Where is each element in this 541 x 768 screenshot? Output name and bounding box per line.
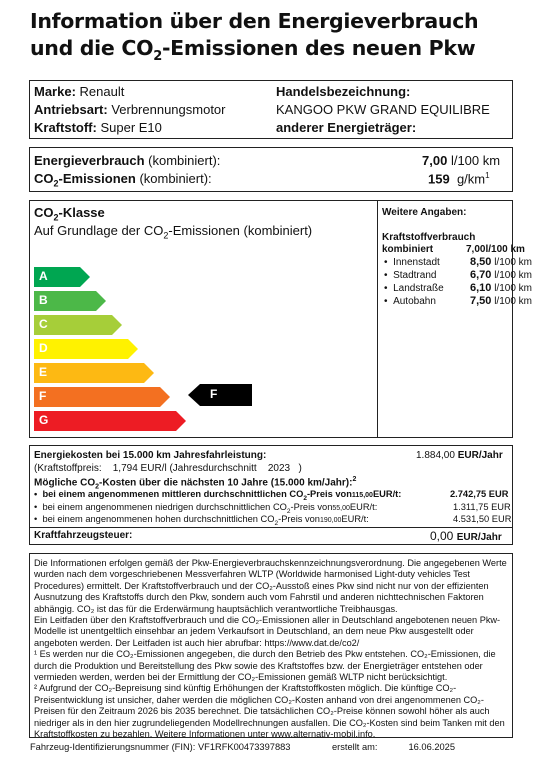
weitere-row-value: 7,50 [470,295,492,307]
weitere-row-label: Landstraße [393,283,444,294]
kraftstoff-row [34,120,162,135]
bullet: • [34,514,38,524]
current-class-letter: F [210,387,218,401]
cost-row-unit: EUR [488,489,509,499]
co2-label-pre: CO [34,171,54,186]
co2-row [34,171,212,189]
title-line2-pre: und die CO [30,36,154,60]
co2-class-heading-pre: CO [34,205,54,220]
moeglich-pre: Mögliche CO [34,477,96,489]
weitere-row-label: Innenstadt [393,257,440,268]
bullet: • [384,283,388,294]
co2-label-sub: 2 [53,178,59,189]
weitere-row-unit: l/100 km [494,283,532,294]
co2-cost-row [34,502,377,515]
weitere-row-unit: l/100 km [494,257,532,268]
co2-unit: g/km [456,171,486,187]
cost-row-unit: EUR [491,501,511,512]
co2-class-bar-a [34,267,90,287]
kombiniert-value-row [466,244,525,255]
cost-row-price: 190,00 [319,517,342,524]
co2-class-heading-post: -Klasse [58,205,105,220]
handel-value: KANGOO PKW GRAND EQUILIBRE [276,102,490,117]
co2-class-bar-d [34,339,138,359]
cost-row-value: 4.531,50 [453,514,490,524]
co2-suffix: (kombiniert): [139,171,212,186]
co2-class-subheading [34,223,312,241]
page-title [30,8,520,70]
weitere-row-unit: l/100 km [494,296,532,307]
co2-unit-sup: 1 [485,171,490,180]
cost-row-text: bei einem angenommenen mittleren durchschnittlichen CO [42,489,304,499]
kombiniert-value: 7,00 [466,244,486,255]
co2-class-letter: C [39,317,48,331]
anderer-label: anderer Energieträger: [276,120,417,135]
moeglich-post: -Kosten über die nächsten 10 Jahre (15.000 km/Jahr): [99,477,353,489]
title-line-2 [30,35,520,70]
steuer-unit: EUR/Jahr [456,532,502,543]
energie-suffix: (kombiniert): [148,153,221,168]
moeglich-sub: 2 [95,483,100,491]
weitere-heading: Weitere Angaben: [382,207,467,218]
note-paragraph-1: Die Informationen erfolgen gemäß der Pkw-Energieverbrauchskennzeichnungsverordnung. Die angegebenen Werte wurden nach dem vorgeschriebenen Messverfahren WLTP (Worldwide harmonised Light-duty vehicles Test Procedures) ermittelt. Der Kraftstoffverbrauch und der CO₂-Ausstoß eines Pkw sind nicht nur von der effizienten Ausnutzung des Kraftstoffs durch den Pkw, sondern auch vom Fahrstil und anderen nichttechnischen Faktoren abhängig. CO₂ ist das für die Erderwärmung hauptsächlich verantwortliche Treibhausgas. [34,558,507,614]
energie-row [34,153,220,168]
energiekosten-value: 1.884,00 [416,450,455,461]
weitere-row-value: 8,50 [470,256,492,268]
cost-row-sub: 2 [303,494,307,502]
energie-label: Energieverbrauch [34,153,145,168]
notes-text [34,558,510,741]
kraftstoffpreis-label: (Kraftstoffpreis: [34,463,102,474]
weitere-row [384,283,444,294]
co2-class-letter: G [39,413,49,427]
divider [377,201,378,437]
co2-class-letter: E [39,365,48,379]
antrieb-row [34,102,226,117]
weitere-row-value-cell [470,282,532,294]
notes-box [29,553,513,738]
cost-row-price: 115,00 [351,492,373,499]
costs-box [29,445,513,545]
energie-value: 7,00 [422,153,448,168]
co2-class-letter: B [39,293,48,307]
co2-class-box [29,200,532,438]
steuer-value: 0,00 [430,529,454,543]
cost-row-text-post: -Preis von [278,514,320,524]
cost-row-value: 2.742,75 [450,489,487,499]
energiekosten-unit: EUR/Jahr [457,450,503,461]
fin-value: VF1RFK00473397883 [197,742,291,752]
title-line-1: Information über den Energieverbrauch [30,9,479,33]
kraftstoffpreis-value: 1,794 EUR/l (Jahresdurchschnitt [112,463,257,474]
steuer-value-row [430,529,502,543]
kraftstoff-label: Kraftstoff: [34,120,97,135]
consumption-box [29,147,513,192]
cost-row-per: EUR/t: [372,489,402,499]
erstellt-value: 16.06.2025 [408,742,455,752]
weitere-row-label: Stadtrand [393,270,437,281]
co2-label-post: -Emissionen [58,171,136,186]
co2-class-sub-pre: Auf Grundlage der CO [34,223,164,238]
erstellt-row [332,742,455,752]
co2-cost-row [34,514,369,527]
kraftstoffpreis-row [34,463,302,474]
cost-row-unit: EUR [491,514,512,524]
kombiniert-label: kombiniert [382,244,434,255]
note-paragraph-4: ² Aufgrund der CO₂-Bepreisung sind künftig Erhöhungen der Kraftstoffkosten möglich. Die künftige CO₂-Preisentwicklung ist unsicher, daher werden die möglichen CO₂-Kosten anhand von drei angenommenen CO₂-Preisen für den Zeitraum 2026 bis 2035 berechnet. Die tatsächlichen CO₂-Preise können sowohl höher als auch niedriger als in den hier zugrundeliegenden Modellrechnungen ausfallen. Die CO₂-Kosten sind beim Tanken mit den Kraftstoffkosten zu bezahlen. Weitere Informationen unter www.alternativ-mobil.info. [34,683,505,740]
marke-label: Marke: [34,84,76,99]
cost-row-price: 55,00 [332,504,350,512]
kraftstoffpreis-close: ) [298,463,302,474]
co2-class-bar-c [34,315,122,335]
cost-row-text-post: -Preis von [290,501,333,512]
kraftstoff-value: Super E10 [100,120,162,135]
bullet: • [384,257,388,268]
cost-row-sub: 2 [286,507,291,515]
cost-row-text: bei einem angenommenen niedrigen durchschnittlichen CO [42,501,287,512]
marke-value: Renault [79,84,125,99]
co2-class-sub-post: -Emissionen (kombiniert) [168,223,313,238]
current-class-arrow [188,384,252,406]
cost-row-sub: 2 [274,519,279,527]
kraftstoffpreis-year: 2023 [267,463,291,474]
weitere-row-value-cell [470,269,532,281]
co2-cost-value-cell [453,502,511,512]
antrieb-label: Antriebsart: [34,102,108,117]
kombiniert-unit: l/100 km [485,244,525,255]
steuer-label: Kraftfahrzeugsteuer: [34,530,133,541]
co2-class-sub-sub: 2 [163,230,169,241]
cost-row-text-post: -Preis von [306,489,352,499]
co2-class-heading-sub: 2 [53,212,59,223]
co2-class-bar-g [34,411,186,431]
co2-class-letter: A [39,269,48,283]
note-paragraph-2: Ein Leitfaden über den Kraftstoffverbrauch und die CO₂-Emissionen aller in Deutschland angebotenen neuen Pkw-Modelle ist unentgeltlich einsehbar an jedem Verkaufsort in Deutschland, an dem neue Pkw ausgestellt oder angeboten werden. Der Leitfaden ist auch hier abrufbar: https://www.dat.de/co2/ [34,615,501,648]
energie-value-row [422,153,500,168]
bullet: • [34,489,38,499]
cost-row-per: EUR/t: [341,514,369,524]
co2-value: 159 [428,171,450,187]
cost-row-value: 1.311,75 [453,501,489,512]
current-class-indicator [188,384,252,406]
handel-label: Handelsbezeichnung: [276,84,411,99]
weitere-row-value-cell [470,256,532,268]
co2-class-bar-b [34,291,106,311]
fin-row [30,742,290,752]
bullet: • [384,270,388,281]
energie-unit: l/100 km [450,153,501,168]
weitere-row [384,270,436,281]
bullet: • [34,501,38,512]
note-paragraph-3: ¹ Es werden nur die CO₂-Emissionen angegeben, die durch den Betrieb des Pkw entstehen. CO₂-Emissionen, die durch die Produktion und Bereitstellung des Pkw sowie des Kraftstoffes bzw. der Energieträger entstehen oder vermieden werden, werden bei der Ermittlung der CO₂-Emissionen gemäß WLTP nicht berücksichtigt. [34,649,496,683]
weitere-row-value: 6,10 [470,282,492,294]
co2-class-letter: D [39,341,48,355]
vehicle-info-box [29,80,513,139]
antrieb-value: Verbrennungsmotor [111,102,226,117]
moeglich-sup: 2 [352,476,357,483]
cost-row-per: EUR/t: [349,501,378,512]
kraftstoffverbrauch-label: Kraftstoffverbrauch [382,232,476,243]
cost-row-text: bei einem angenommenen hohen durchschnittlichen CO [42,514,275,524]
weitere-row-value-cell [470,295,532,307]
title-line2-sub: 2 [153,49,162,65]
co2-class-letter: F [39,389,47,403]
co2-cost-row [34,489,401,502]
weitere-row [384,296,436,307]
bullet: • [384,296,388,307]
co2-cost-value-cell [453,514,511,524]
energiekosten-label: Energiekosten bei 15.000 km Jahresfahrleistung: [34,450,267,461]
fin-label: Fahrzeug-Identifizierungsnummer (FIN): [30,742,196,752]
co2-class-bar-f [34,387,170,407]
co2-class-heading [34,205,105,223]
weitere-row [384,257,440,268]
co2-cost-value-cell [450,489,508,499]
costs-divider [30,527,512,528]
marke-row [34,84,124,99]
co2-class-bar-e [34,363,154,383]
title-line2-post: -Emissionen des neuen Pkw [161,36,476,60]
energiekosten-value-row [416,450,503,461]
co2-value-row [428,171,490,186]
erstellt-label: erstellt am: [332,742,378,752]
weitere-row-label: Autobahn [393,296,436,307]
weitere-row-unit: l/100 km [494,270,532,281]
weitere-row-value: 6,70 [470,269,492,281]
